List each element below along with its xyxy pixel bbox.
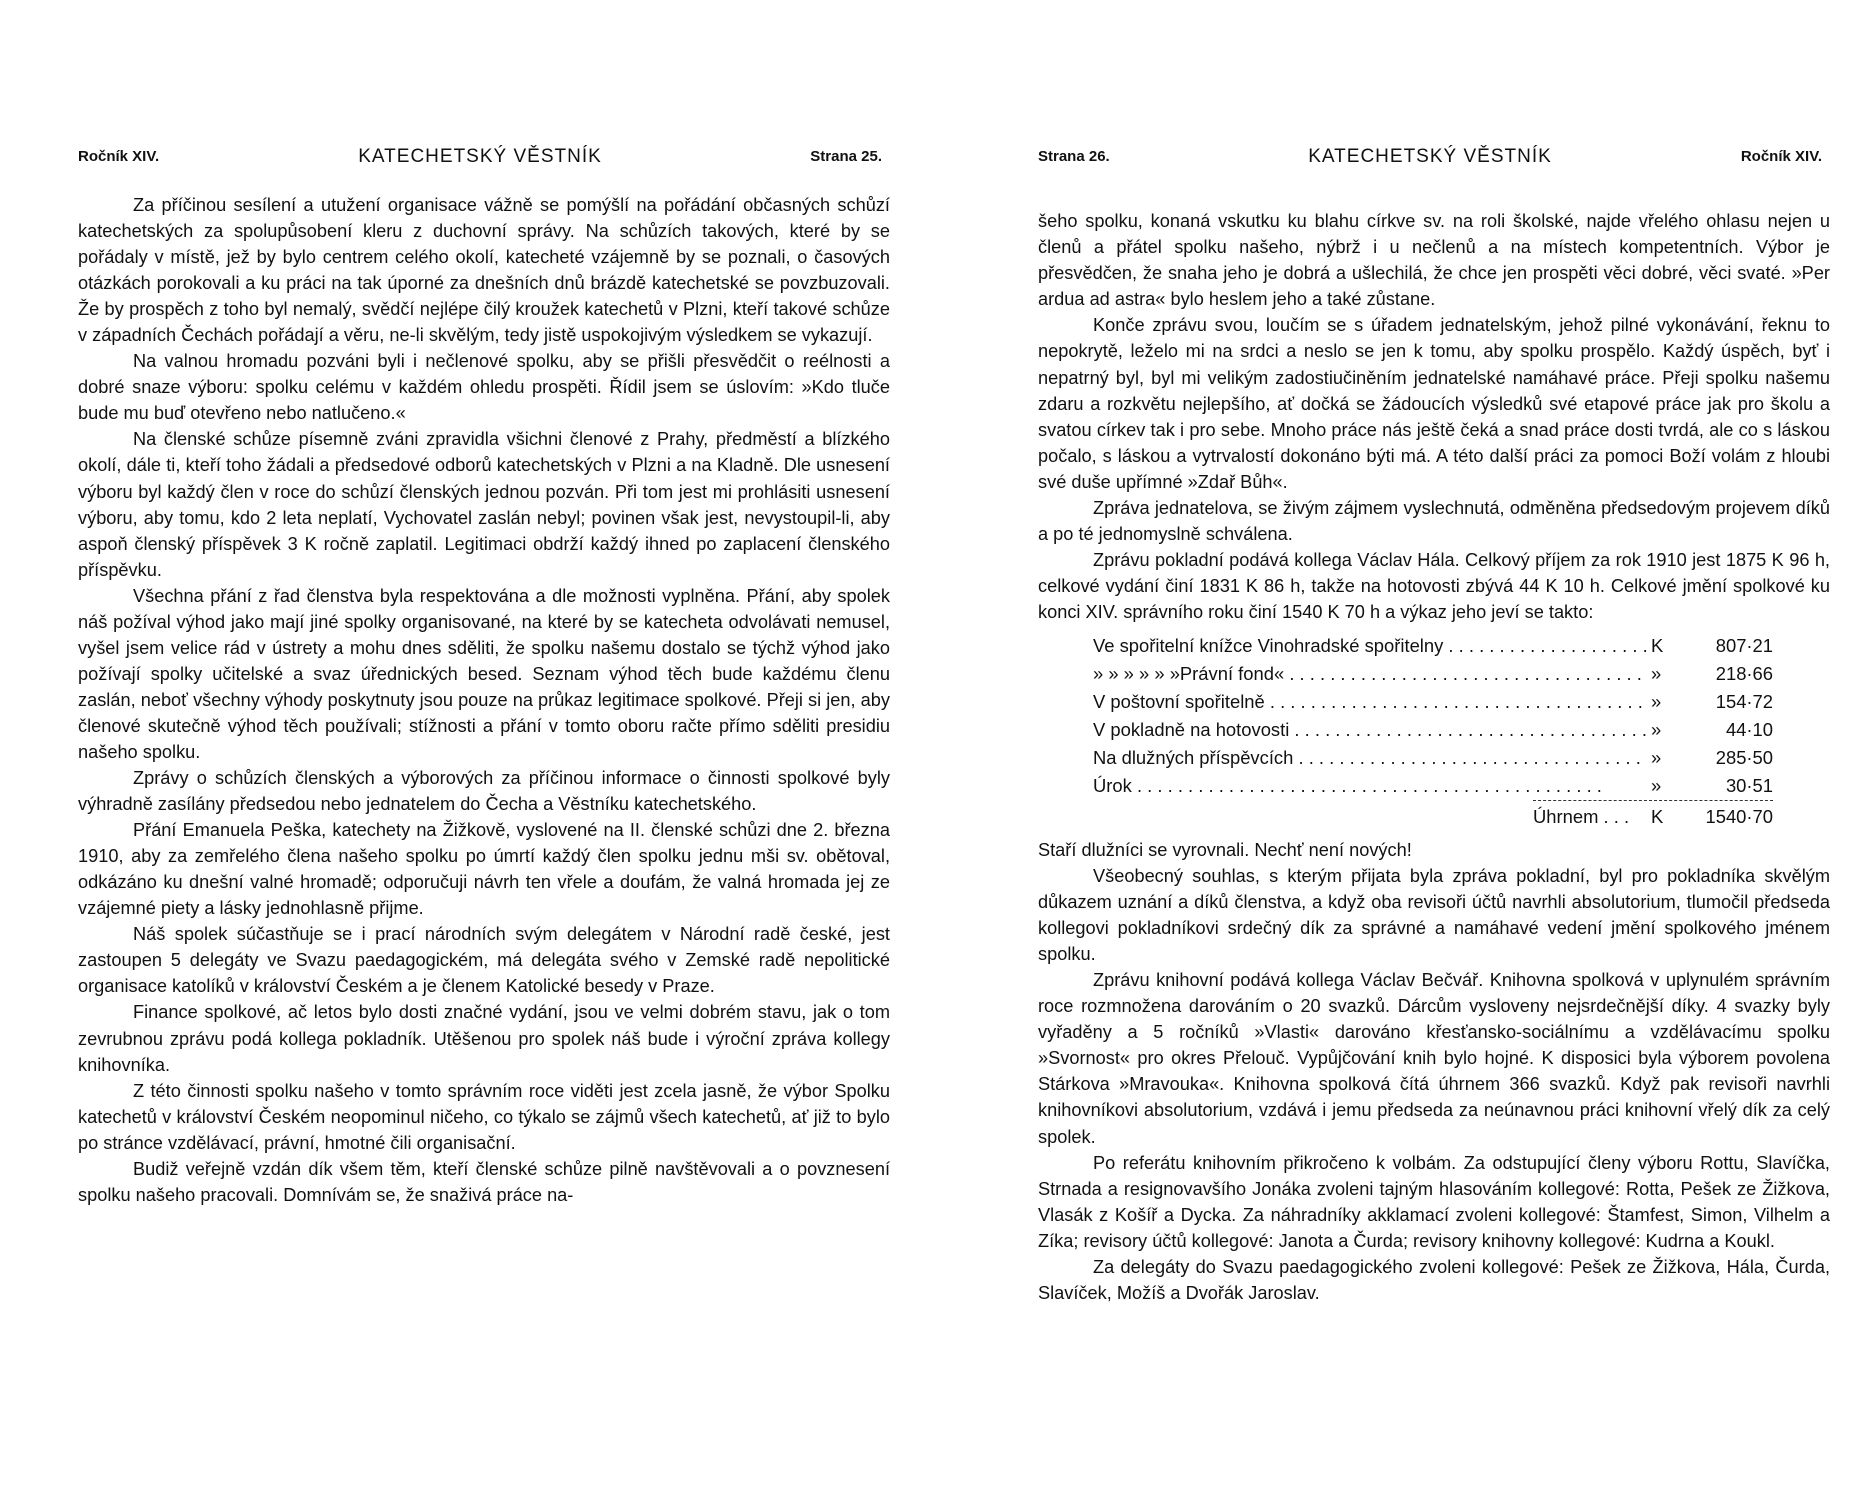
finance-row-label: V pokladně na hotovosti . . . <box>1093 716 1647 744</box>
finance-row <box>1093 688 1773 716</box>
finance-row-currency: K <box>1647 632 1681 660</box>
finance-row-currency: » <box>1647 744 1681 772</box>
page-number: Strana 25. <box>810 148 882 165</box>
paragraph: Za příčinou sesílení a utužení organisace vážně se pomýšlí na pořádání občasných schůzí katechetských za spolupůsobení kleru z duchovní správy. Na schůzích takových, které by se pořádaly v místě, jež by bylo centrem celého okolí, katecheté vzájemně by se poznali, o časových otázkách porokovali a ku práci na tak úporné za dnešních dnů brázdě katechetské se povzbuzovali. Že by prospěch z toho byl nemalý, svědčí nejlépe čilý kroužek katechetů v Plzni, kteří takové schůze v západních Čechách pořádají a věru, ne-li skvělým, tedy jistě uspokojivým výsledkem se vykazují. <box>78 195 890 346</box>
finance-row-currency: » <box>1647 716 1681 744</box>
journal-title: KATECHETSKÝ VĚSTNÍK <box>358 146 602 167</box>
paragraph: Po referátu knihovním přikročeno k volbám. Za odstupující členy výboru Rottu, Slavíčka, Strnada a resignovavšího Jonáka zvoleni tajným hlasováním kollegové: Rotta, Pešek ze Žižkova, Vlasák z Košíř a Dycka. Za náhradníky akklamací zvoleni kollegové: Štamfest, Simon, Vilhelm a Zíka; revisory účtů kollegové: Janota a Čurda; revisory knihovny kollegové: Kudrna a Koukl. <box>1038 1152 1830 1251</box>
finance-statement <box>1093 632 1773 831</box>
finance-row-label: Na dlužných příspěvcích . . . <box>1093 744 1647 772</box>
paragraph: Staří dlužníci se vyrovnali. Nechť není nových! <box>1038 839 1412 860</box>
paragraph: Všeobecný souhlas, s kterým přijata byla zpráva pokladní, byl pro pokladníka skvělým důkazem uznání a díků členstva, a když oba revisoři účtů navrhli absolutorium, tlumočil předseda kollegovi pokladníkovi srdečný dík za správné a namáhavé vedení jmění spolkového jménem spolku. <box>1038 865 1830 964</box>
finance-row-currency: » <box>1647 660 1681 688</box>
finance-row-amount: 44·10 <box>1725 718 1773 740</box>
paragraph: Zprávu pokladní podává kollega Václav Hála. Celkový příjem za rok 1910 jest 1875 K 96 h, celkové vydání činí 1831 K 86 h, takže na hotovosti zbývá 44 K 10 h. Celkové jmění spolkové ku konci XIV. správního roku činí 1540 K 70 h a výkaz jeho jeví se takto: <box>1038 550 1830 623</box>
finance-row <box>1093 632 1773 660</box>
finance-row-amount: 807·21 <box>1715 634 1773 656</box>
finance-row-amount: 154·72 <box>1715 690 1773 712</box>
right-page-body <box>1038 208 1830 1306</box>
left-page <box>70 0 890 1500</box>
paragraph: Všechna přání z řad členstva byla respektována a dle možnosti vyplněna. Přání, aby spolek náš požíval výhod jako mají jiné spolky organisované, na které by se katecheta odvolávati nemusel, vyšel jsem velice rád v ústrety a mohu dnes sděliti, že spolku našemu dostalo se týchž výhod jako požívají spolky učitelské a svaz úřednických besed. Seznam výhod těch bude každému členu zaslán, neboť všechny výhody poskytnuty jsou pouze na průkaz legitimace spolkové. Přeji si jen, aby členové skutečně výhod těch používali; stížnosti a přání v tomto oboru račte přímo sděliti presidiu našeho spolku. <box>78 585 890 762</box>
finance-row <box>1093 744 1773 772</box>
paragraph: Zprávu knihovní podává kollega Václav Bečvář. Knihovna spolková v uplynulém správním roce rozmnožena darováním o 20 svazků. Dárcům vysloveny nejsrdečnější díky. 4 svazky byly vyřaděny a 5 ročníků »Vlasti« darováno křesťansko-sociálnímu a vzdělávacímu spolku »Svornost« pro okres Přelouč. Vypůjčování knih bylo hojné. K disposici byla výborem povolena Stárkova »Mravouka«. Knihovna spolková čítá úhrnem 366 svazků. Když pak revisoři navrhli knihovníkovi absolutorium, vzdává i jemu předseda za neúnavnou práci knihovní vřelý dík za celý spolek. <box>1038 969 1830 1147</box>
paragraph: Zprávy o schůzích členských a výborových za příčinou informace o činnosti spolkové byly výhradně zasílány předsedou nebo jednatelem do Čecha a Věstníku katechetského. <box>78 768 890 815</box>
finance-row-amount: 30·51 <box>1725 774 1773 796</box>
finance-total-amount: 1540·70 <box>1705 805 1773 827</box>
finance-row-currency: » <box>1647 688 1681 716</box>
finance-row <box>1093 772 1773 800</box>
paragraph: Na členské schůze písemně zváni zpravidla všichni členové z Prahy, předměstí a blízkého okolí, dále ti, kteří toho žádali a předsedové odborů katechetských v Plzni a na Kladně. Dle usnesení výboru byl každý člen v roce do schůzí členských jednou pozván. Při tom jest mi prohlásiti usnesení výboru, aby tomu, kdo 2 leta neplatí, Vychovatel zaslán nebyl; povinen však jest, nevystoupil-li, aby aspoň členský příspěvek 3 K ročně zaplatil. Legitimaci obdrží každý ihned po zaplacení členského příspěvku. <box>78 429 890 580</box>
finance-total-label: Úhrnem . . . <box>1533 803 1647 831</box>
finance-row-amount: 285·50 <box>1715 746 1773 768</box>
volume-label: Ročník XIV. <box>78 148 160 165</box>
left-page-header <box>70 148 890 172</box>
finance-row-label: Ve spořitelní knížce Vinohradské spořitelny . . . <box>1093 632 1647 660</box>
finance-total-currency: K <box>1647 803 1681 831</box>
paragraph: Budiž veřejně vzdán dík všem těm, kteří členské schůze pilně navštěvovali a o povznesení spolku našeho pracovali. Domnívám se, že snaživá práce na- <box>78 1158 890 1205</box>
paragraph: Zpráva jednatelova, se živým zájmem vyslechnutá, odměněna předsedovým projevem díků a po té jednomyslně schválena. <box>1038 498 1830 545</box>
right-page <box>1030 0 1830 1500</box>
left-page-body <box>78 192 890 1208</box>
paragraph: Za delegáty do Svazu paedagogického zvoleni kollegové: Pešek ze Žižkova, Hála, Čurda, Slavíček, Možíš a Dvořák Jaroslav. <box>1038 1257 1830 1304</box>
finance-row <box>1093 716 1773 744</box>
finance-total-row <box>1533 800 1773 831</box>
finance-row-currency: » <box>1647 772 1681 800</box>
paragraph: Konče zprávu svou, loučím se s úřadem jednatelským, jehož pilné vykonávání, řeknu to nepokrytě, leželo mi na srdci a neslo se jen k tomu, aby spolku prospělo. Každý úspěch, byť i nepatrný byl, byl mi velikým zadostiučiněním jednatelské namáhavé práce. Přeji spolku našemu zdaru a rozkvětu nejlepšího, ať dočká se žádoucích výsledků své etapové práce jak pro školu a svatou církev tak i pro sebe. Mnoho práce nás ještě čeká a snad práce dosti tvrdá, ale co s láskou počalo, s láskou a vytrvalostí dokonáno býti má. A této další práci za pomoci Boží volám z hloubi své duše upřímné »Zdař Bůh«. <box>1038 315 1830 492</box>
finance-row-label: » » » » » »Právní fond« . . . <box>1093 660 1647 688</box>
finance-row-label: V poštovní spořitelně . . . <box>1093 688 1647 716</box>
journal-title: KATECHETSKÝ VĚSTNÍK <box>1308 146 1552 167</box>
paragraph: šeho spolku, konaná vskutku ku blahu církve sv. na roli školské, najde vřelého ohlasu nejen u členů a přátel spolku našeho, nýbrž i u nečlenů a na místech kompetentních. Výbor je přesvědčen, že snaha jeho je dobrá a ušlechilá, že chce jen prospěti věci dobré, věci svaté. »Per ardua ad astra« bylo heslem jeho a také zůstane. <box>1038 211 1830 310</box>
finance-row <box>1093 660 1773 688</box>
paragraph: Náš spolek súčastňuje se i prací národních svým delegátem v Národní radě české, jest zastoupen 5 delegáty ve Svazu paedagogickém, má delegáta svého v Zemské radě nepolitické organisace katolíků v království Českém a je členem Katolické besedy v Praze. <box>78 924 890 997</box>
finance-row-amount: 218·66 <box>1715 662 1773 684</box>
paragraph: Na valnou hromadu pozváni byli i nečlenové spolku, aby se přišli přesvědčit o reélnosti a dobré snaze výboru: spolku celému v každém ohledu prospěti. Řídil jsem se úslovím: »Kdo tluče bude mu buď otevřeno nebo natlučeno.« <box>78 351 890 424</box>
paragraph: Přání Emanuela Peška, katechety na Žižkově, vyslovené na II. členské schůzi dne 2. března 1910, aby za zemřelého člena našeho spolku po úmrtí každý člen spolku jednu mši sv. obětoval, odkázáno ku dnešní valné hromadě; odporučuji návrh ten vřele a doufám, že valná hromada jej ze vzájemné piety a lásky jednohlasně přijme. <box>78 820 890 919</box>
page-number: Strana 26. <box>1038 148 1110 165</box>
paragraph: Finance spolkové, ač letos bylo dosti značné vydání, jsou ve velmi dobrém stavu, jak o tom zevrubnou zprávu podá kollega pokladník. Utěšenou pro spolek náš bude i výroční zpráva kollegy knihovníka. <box>78 1002 890 1075</box>
volume-label: Ročník XIV. <box>1740 148 1822 165</box>
paragraph: Z této činnosti spolku našeho v tomto správním roce viděti jest zcela jasně, že výbor Spolku katechetů v království Českém neopominul ničeho, co týkalo se zájmů všech katechetů, ať již to bylo po stránce vzdělávací, právní, hmotné čili organisační. <box>78 1080 890 1153</box>
right-page-header <box>1030 148 1830 172</box>
finance-row-label: Úrok . . . <box>1093 772 1647 800</box>
